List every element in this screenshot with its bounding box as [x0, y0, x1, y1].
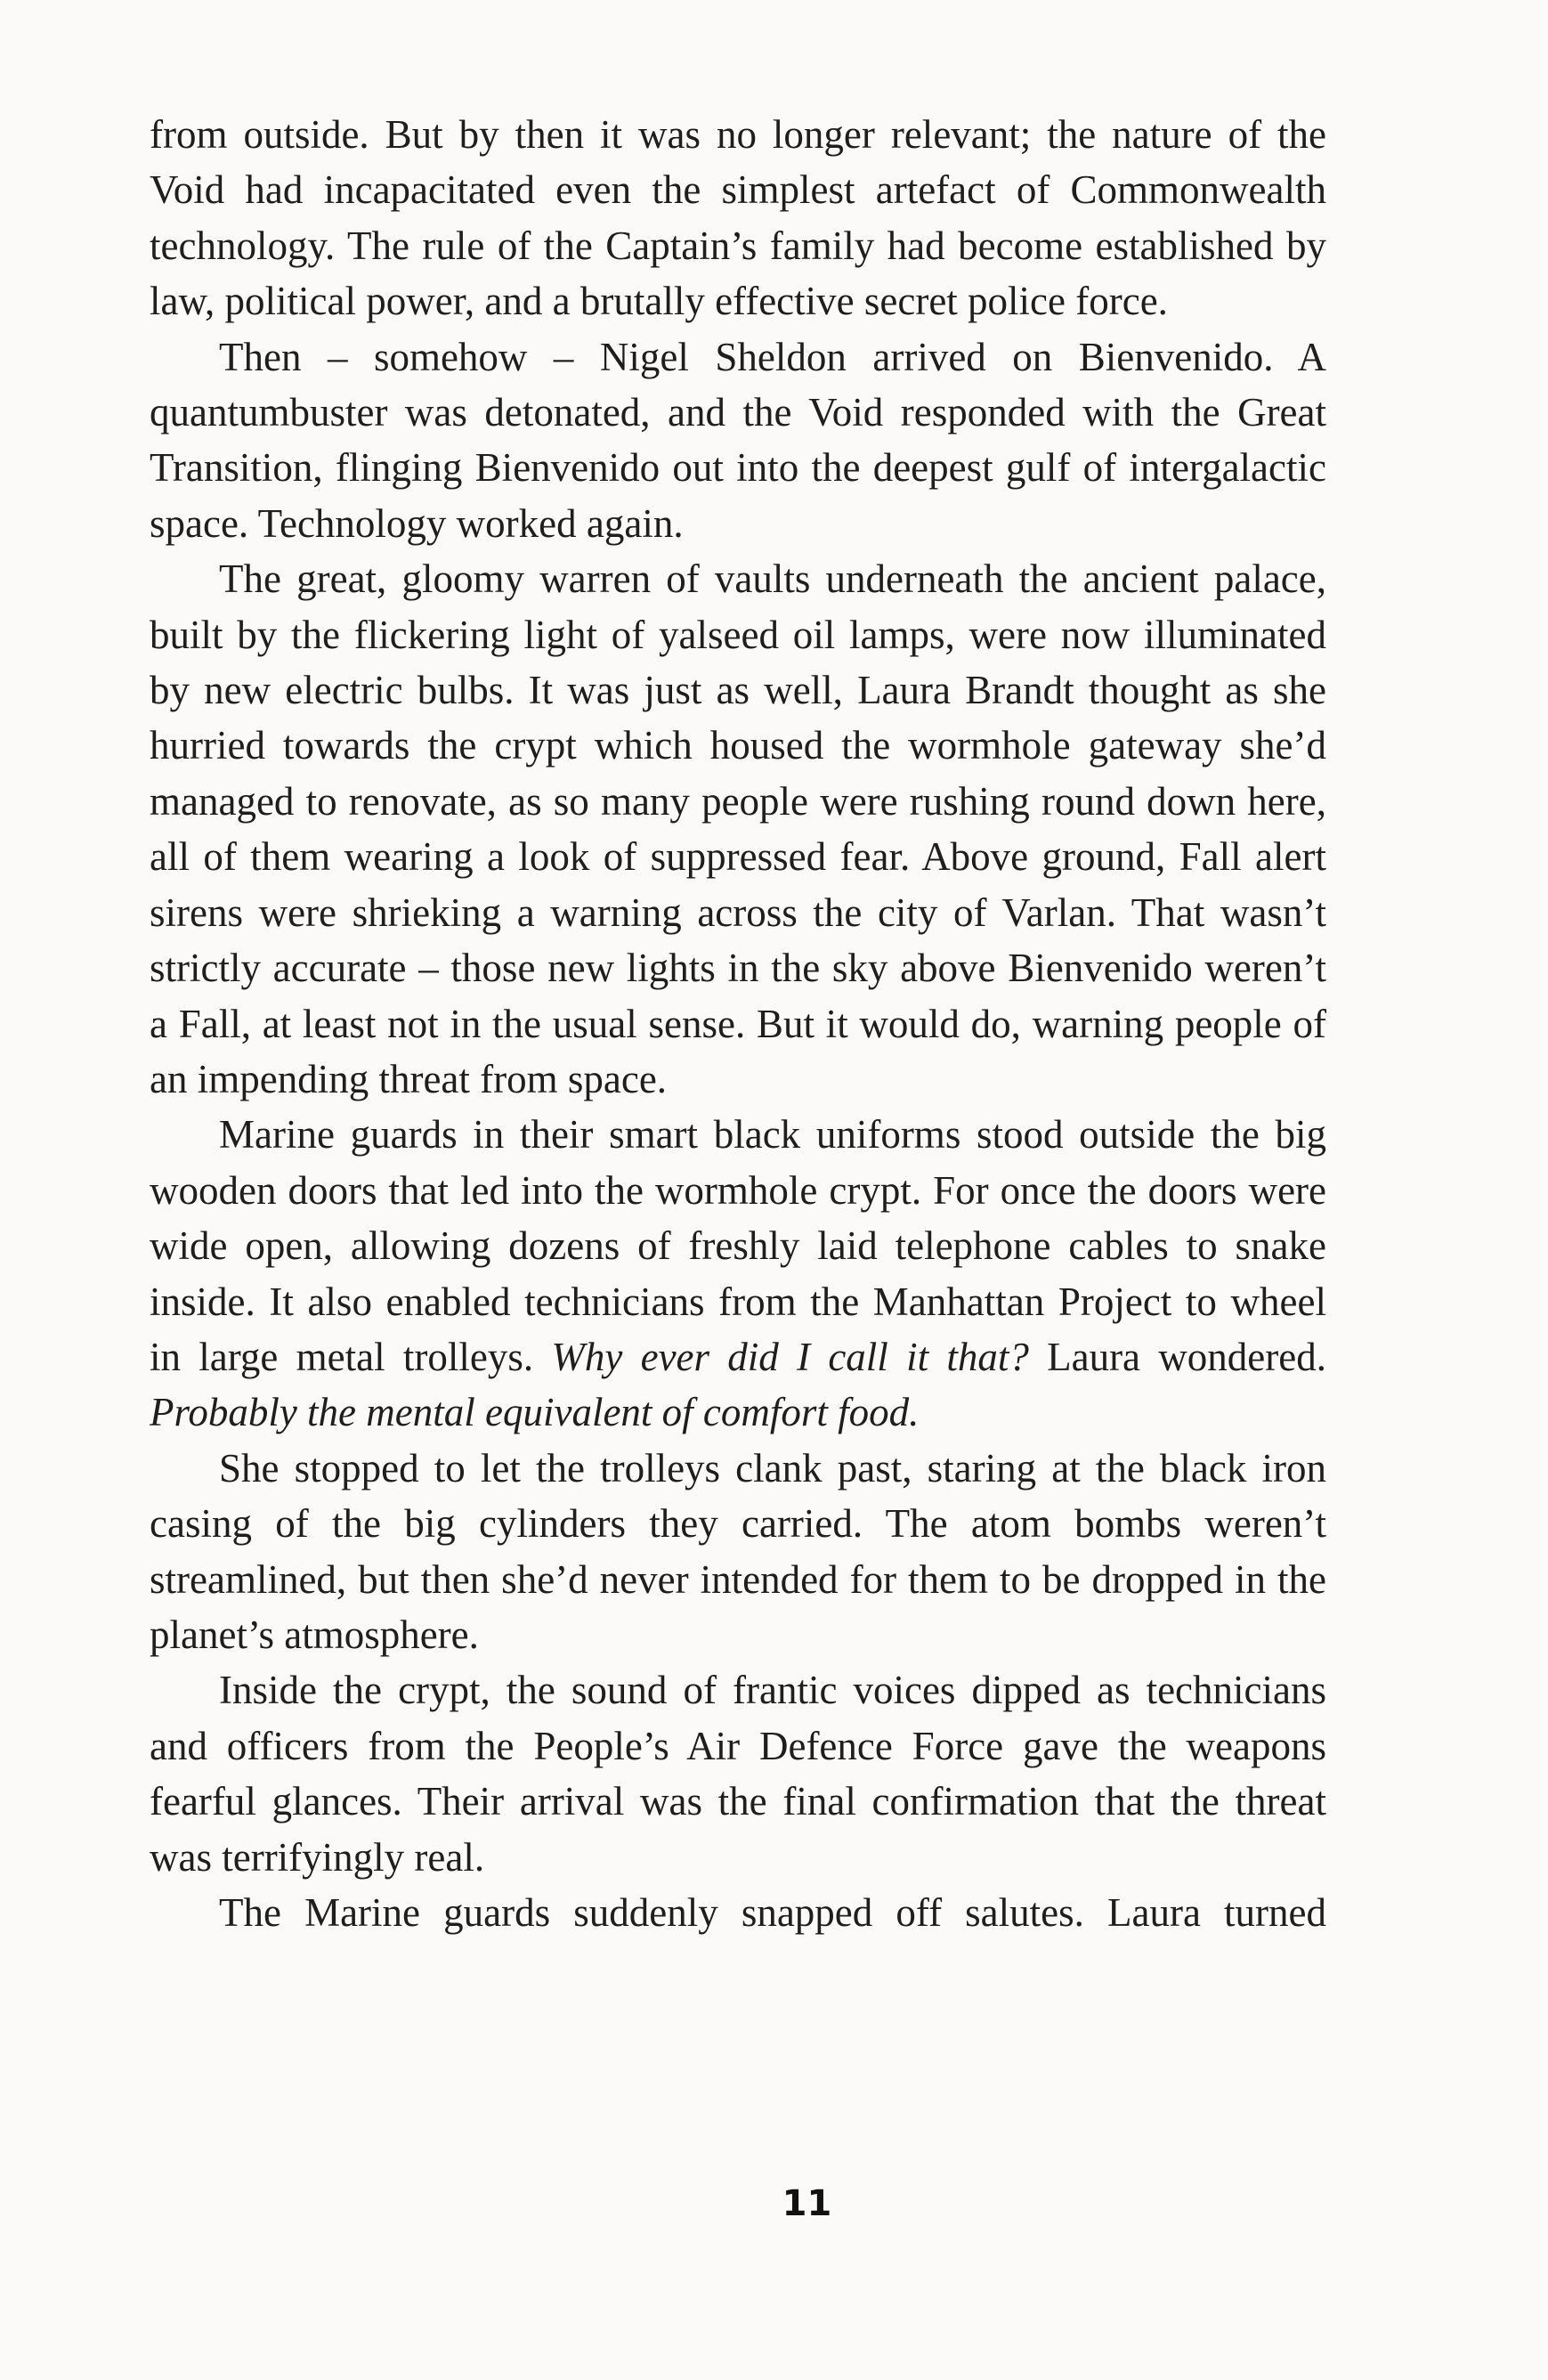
paragraph-5-text: She stopped to let the trolleys clank past, staring at the black iron casing of the big cylinders they carried. The atom bombs weren’t streamlined, but then she’d never intended for them to be dropped in the planet’s atmosphere.: [150, 1445, 1326, 1657]
paragraph-4-italic-thought-2: Probably the mental equivalent of comfort food.: [150, 1390, 920, 1435]
paragraph-3-text: The great, gloomy warren of vaults underneath the ancient palace, built by the flickering light of yalseed oil lamps, were now illuminated by new electric bulbs. It was just as well, Laura Brandt thought as she hurried towards the crypt which housed the wormhole gateway she’d managed to renovate, as so many people were rushing round down here, all of them wearing a look of suppressed fear. Above ground, Fall alert sirens were shrieking a warning across the city of Varlan. That wasn’t strictly accurate – those new lights in the sky above Bienvenido weren’t a Fall, at least not in the usual sense. But it would do, warning people of an impending threat from space.: [150, 556, 1326, 1101]
page-number: 11: [782, 2183, 832, 2224]
paragraph-7: [150, 1885, 1326, 1940]
paragraph-1: [150, 107, 1326, 329]
paragraph-2-text: Then – somehow – Nigel Sheldon arrived on Bienvenido. A quantumbuster was detonated, and the Void responded with the Great Transition, flinging Bienvenido out into the deepest gulf of intergalactic space. Technology worked again.: [150, 334, 1326, 546]
paragraph-6: [150, 1662, 1326, 1885]
paragraph-2: [150, 329, 1326, 552]
paragraph-6-text: Inside the crypt, the sound of frantic voices dipped as technicians and officers from the People’s Air Defence Force gave the weapons fearful glances. Their arrival was the final confirmation that the threat was terrifyingly real.: [150, 1668, 1326, 1880]
paragraph-4-text-2: Laura wondered.: [1028, 1334, 1326, 1379]
paragraph-1-text: from outside. But by then it was no longer relevant; the nature of the Void had incapacitated even the simplest artefact of Commonwealth technology. The rule of the Captain’s family had become established by law, political power, and a brutally effective secret police force.: [150, 112, 1326, 324]
paragraph-5: [150, 1441, 1326, 1663]
paragraph-4-italic-thought-1: Why ever did I call it that?: [551, 1334, 1029, 1379]
paragraph-7-text: The Marine guards suddenly snapped off salutes. Laura turned: [219, 1890, 1326, 1935]
paragraph-4: [150, 1107, 1326, 1440]
paragraph-4-text: Marine guards in their smart black uniforms stood outside the big wooden doors that led into the wormhole crypt. For once the doors were wide open, allowing dozens of freshly laid telephone cables to snake inside. It also enabled technicians from the Manhattan Project to wheel in large metal trolleys.: [150, 1112, 1326, 1379]
paragraph-3: [150, 551, 1326, 1107]
body-text: [150, 107, 1326, 1940]
